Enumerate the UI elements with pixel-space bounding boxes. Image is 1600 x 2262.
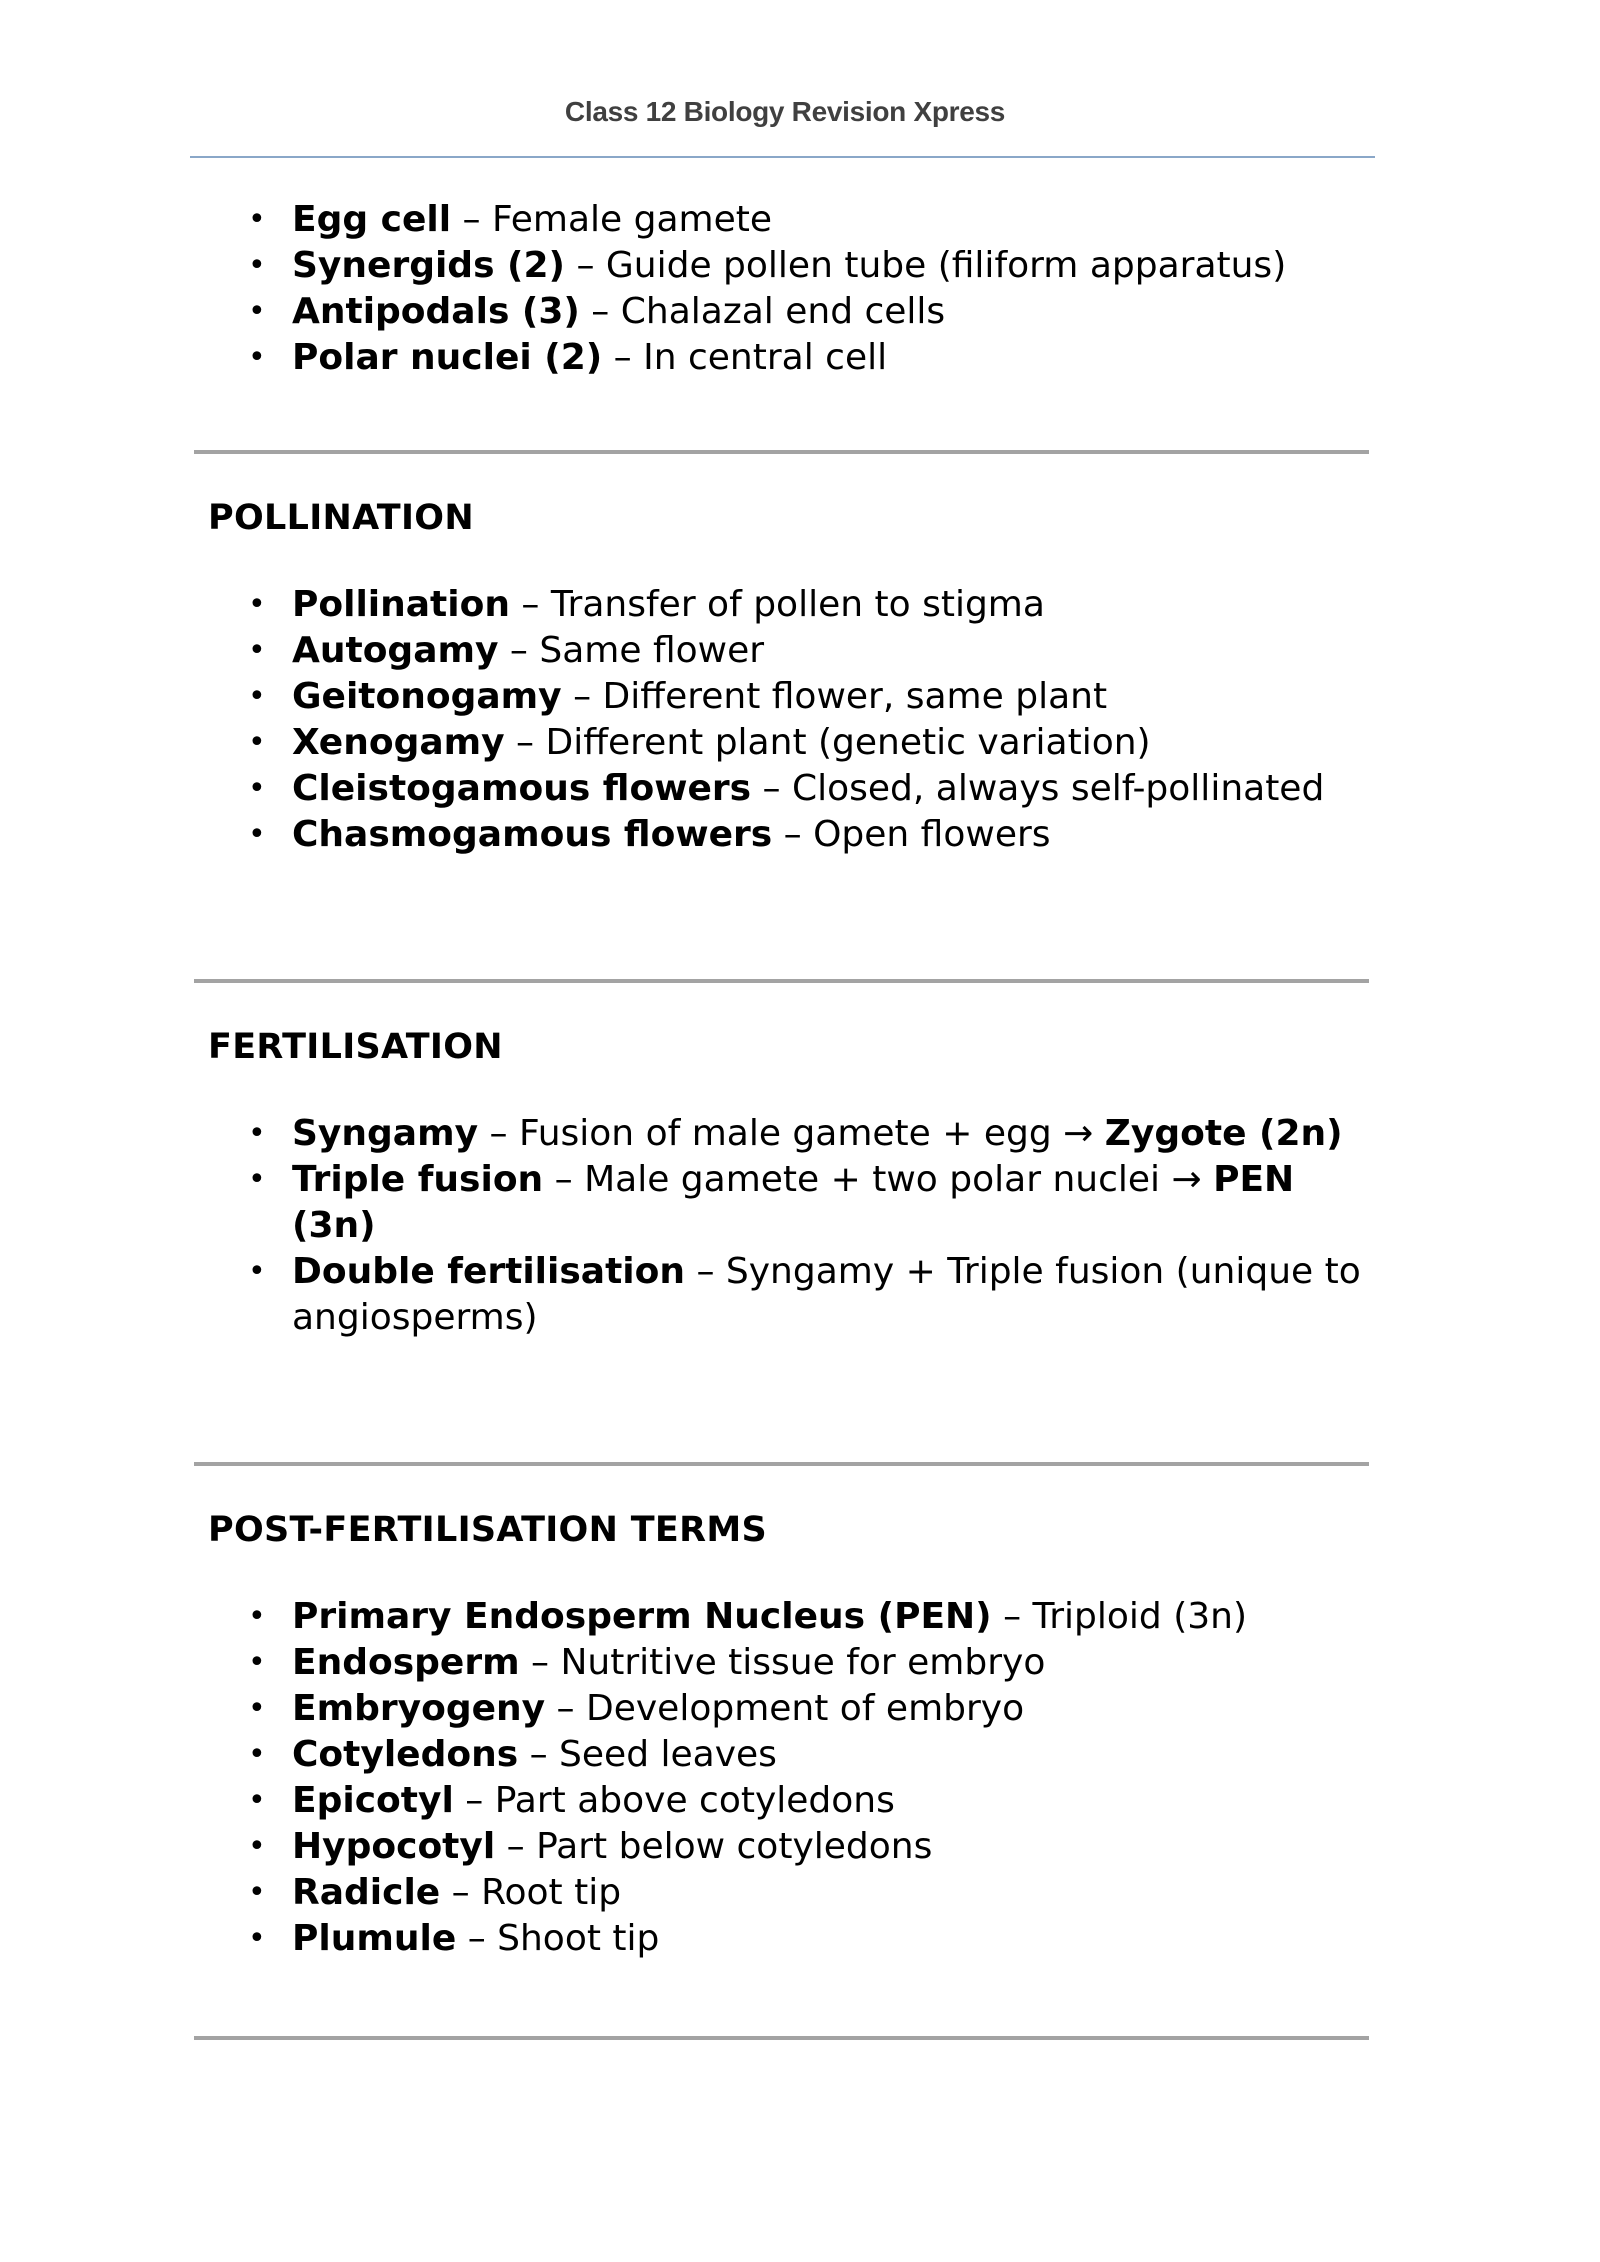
list-item <box>248 766 1378 812</box>
list-item <box>248 1824 1378 1870</box>
bullet-icon: • <box>248 1599 266 1634</box>
term: Synergids (2) <box>292 245 565 286</box>
list-item <box>248 1686 1378 1732</box>
definition: Open flowers <box>813 814 1051 855</box>
term: Radicle <box>292 1872 441 1913</box>
section-divider <box>194 979 1369 983</box>
list-item <box>248 1594 1378 1640</box>
term: Pollination <box>292 584 510 625</box>
term: Egg cell <box>292 199 452 240</box>
list-item <box>248 1640 1378 1686</box>
separator: – <box>565 245 606 286</box>
term: Triple fusion <box>292 1159 544 1200</box>
page-header-title: Class 12 Biology Revision Xpress <box>564 96 1006 127</box>
section-heading-pollination: POLLINATION <box>208 498 474 538</box>
separator: – <box>451 199 492 240</box>
bullet-icon: • <box>248 248 266 283</box>
separator: – <box>991 1596 1033 1637</box>
definition: Transfer of pollen to stigma <box>550 584 1045 625</box>
list-item <box>248 289 1378 335</box>
term: Embryogeny <box>292 1688 546 1729</box>
list-item <box>248 1778 1378 1824</box>
definition: Seed leaves <box>559 1734 777 1775</box>
definition: Part below cotyledons <box>536 1826 933 1867</box>
definition: Root tip <box>481 1872 622 1913</box>
separator: – <box>440 1872 482 1913</box>
bullet-icon: • <box>248 1737 266 1772</box>
term: Double fertilisation <box>292 1251 685 1292</box>
list-item <box>248 1870 1378 1916</box>
list-item <box>248 674 1378 720</box>
bullet-icon: • <box>248 1162 266 1197</box>
separator: – <box>751 768 792 809</box>
definition: Nutritive tissue for embryo <box>560 1642 1046 1683</box>
definition: Chalazal end cells <box>620 291 946 332</box>
definition: Guide pollen tube (filiform apparatus) <box>605 245 1287 286</box>
separator: – <box>579 291 621 332</box>
header-rule <box>190 156 1375 158</box>
term: Xenogamy <box>292 722 505 763</box>
definition: Shoot tip <box>497 1918 660 1959</box>
definition: Female gamete <box>492 199 773 240</box>
separator: – <box>545 1688 586 1729</box>
list-item <box>248 720 1378 766</box>
separator: – <box>504 722 546 763</box>
section-heading-fertilisation: FERTILISATION <box>208 1027 503 1067</box>
list-item <box>248 1249 1378 1341</box>
bullet-icon: • <box>248 1829 266 1864</box>
term: Epicotyl <box>292 1780 454 1821</box>
pollination-list <box>248 582 1378 858</box>
term: Geitonogamy <box>292 676 562 717</box>
separator: – <box>509 584 551 625</box>
list-item <box>248 197 1378 243</box>
separator: – <box>685 1251 726 1292</box>
definition: Different plant (genetic variation) <box>545 722 1151 763</box>
separator: – <box>519 1642 561 1683</box>
separator: – <box>453 1780 495 1821</box>
bullet-icon: • <box>248 771 266 806</box>
bullet-icon: • <box>248 294 266 329</box>
term: Primary Endosperm Nucleus (PEN) <box>292 1596 992 1637</box>
bullet-icon: • <box>248 202 266 237</box>
section-divider <box>194 1462 1369 1466</box>
list-item <box>248 582 1378 628</box>
separator: – <box>602 337 644 378</box>
section-divider <box>194 2036 1369 2040</box>
definition: Fusion of male gamete + egg → <box>518 1113 1105 1154</box>
definition: Male gamete + two polar nuclei → <box>584 1159 1214 1200</box>
bullet-icon: • <box>248 679 266 714</box>
definition: Same flower <box>539 630 765 671</box>
bullet-icon: • <box>248 1254 266 1289</box>
post-fertilisation-list <box>248 1594 1378 1962</box>
term: Endosperm <box>292 1642 520 1683</box>
list-item <box>248 1111 1378 1157</box>
list-item <box>248 1732 1378 1778</box>
bullet-icon: • <box>248 725 266 760</box>
separator: – <box>518 1734 560 1775</box>
list-item <box>248 1916 1378 1962</box>
bullet-icon: • <box>248 817 266 852</box>
bullet-icon: • <box>248 633 266 668</box>
section-divider <box>194 450 1369 454</box>
separator: – <box>498 630 540 671</box>
list-item <box>248 1157 1378 1249</box>
bullet-icon: • <box>248 1783 266 1818</box>
term: Autogamy <box>292 630 499 671</box>
definition: Part above cotyledons <box>494 1780 895 1821</box>
definition: Development of embryo <box>586 1688 1025 1729</box>
result-term: PEN (3n) <box>292 1159 1295 1246</box>
term: Chasmogamous flowers <box>292 814 773 855</box>
list-item <box>248 335 1378 381</box>
bullet-icon: • <box>248 587 266 622</box>
bullet-icon: • <box>248 1691 266 1726</box>
separator: – <box>495 1826 537 1867</box>
bullet-icon: • <box>248 1875 266 1910</box>
bullet-icon: • <box>248 1645 266 1680</box>
result-term: Zygote (2n) <box>1104 1113 1343 1154</box>
fertilisation-list <box>248 1111 1378 1341</box>
separator: – <box>478 1113 519 1154</box>
term: Antipodals (3) <box>292 291 580 332</box>
separator: – <box>456 1918 498 1959</box>
section-heading-post-fertilisation: POST-FERTILISATION TERMS <box>208 1510 767 1550</box>
term: Cotyledons <box>292 1734 519 1775</box>
term: Syngamy <box>292 1113 479 1154</box>
term: Polar nuclei (2) <box>292 337 603 378</box>
separator: – <box>543 1159 585 1200</box>
bullet-icon: • <box>248 340 266 375</box>
term: Cleistogamous flowers <box>292 768 752 809</box>
definition: Different flower, same plant <box>602 676 1108 717</box>
list-item <box>248 243 1378 289</box>
list-item <box>248 628 1378 674</box>
term: Hypocotyl <box>292 1826 496 1867</box>
definition: Syngamy + Triple fusion (unique to angiosperms) <box>292 1251 1361 1338</box>
term: Plumule <box>292 1918 457 1959</box>
definition: Closed, always self-pollinated <box>791 768 1325 809</box>
definition: Triploid (3n) <box>1032 1596 1248 1637</box>
separator: – <box>561 676 603 717</box>
separator: – <box>772 814 814 855</box>
bullet-icon: • <box>248 1116 266 1151</box>
definition: In central cell <box>643 337 888 378</box>
female-gametophyte-list <box>248 197 1378 381</box>
list-item <box>248 812 1378 858</box>
bullet-icon: • <box>248 1921 266 1956</box>
